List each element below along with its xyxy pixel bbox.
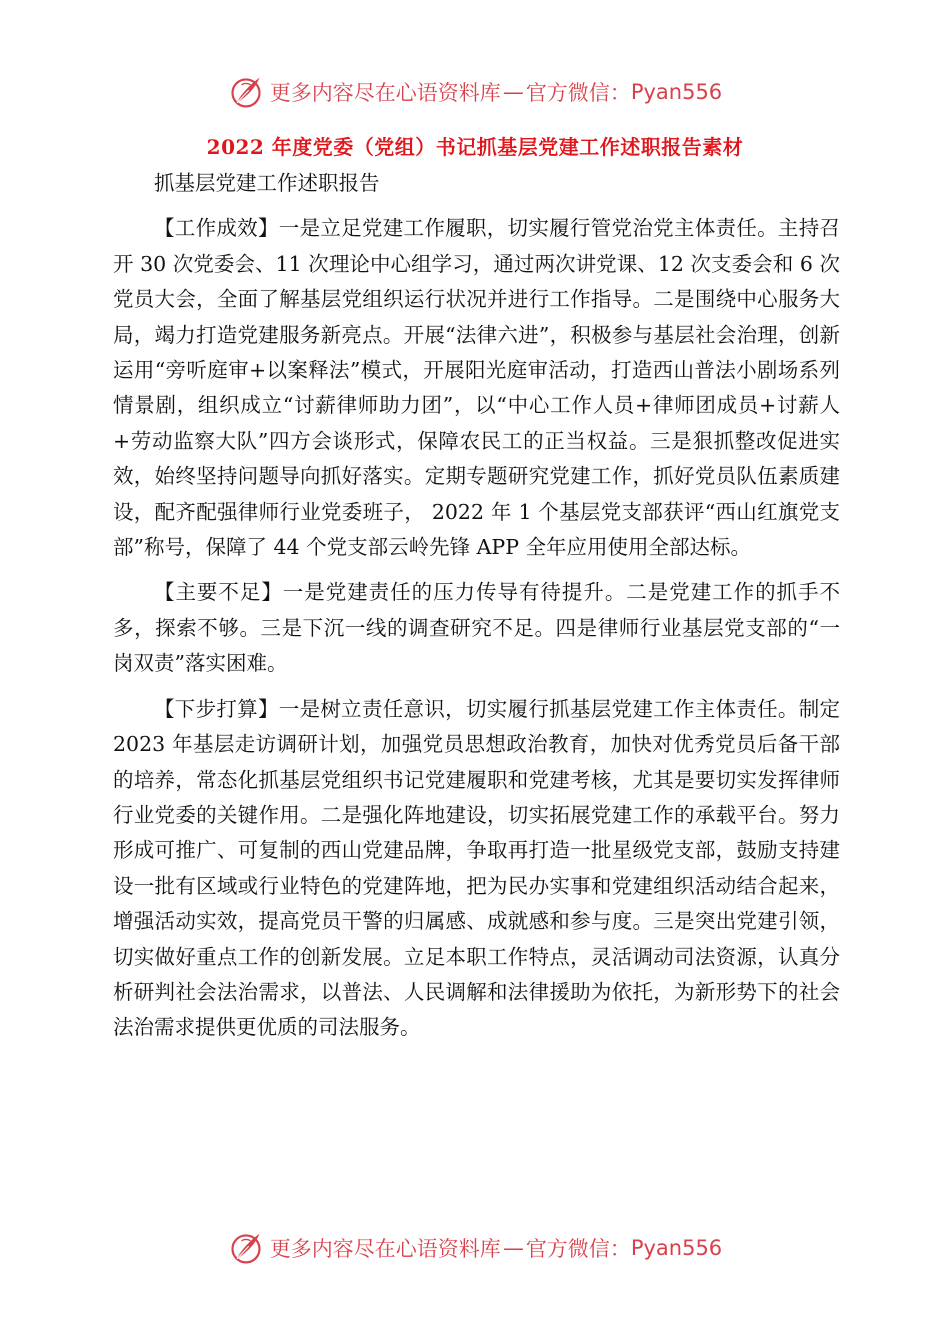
quill-logo-icon bbox=[228, 1230, 264, 1266]
paragraph-work-results: 【工作成效】一是立足党建工作履职，切实履行管党治党主体责任。主持召开 30 次党委会、11 次理论中心组学习，通过两次讲党课、12 次支委会和 6 次党员大会，全面了解基层党组织运行状况并进行工作指导。二是围绕中心服务大局，竭力打造党建服务新亮点。开展“法律六进”，积极参与基层社会治理，创新运用“旁听庭审+以案释法”模式，开展阳光庭审活动，打造西山普法小剧场系列情景剧，组织成立“讨薪律师助力团”，以“中心工作人员+律师团成员+讨薪人+劳动监察大队”四方会谈形式，保障农民工的正当权益。三是狠抓整改促进实效，始终坚持问题导向抓好落实。定期专题研究党建工作，抓好党员队伍素质建设，配齐配强律师行业党委班子， 2022 年 1 个基层党支部获评“西山红旗党支部”称号，保障了 44 个党支部云岭先锋 APP 全年应用使用全部达标。 bbox=[113, 216, 840, 560]
paragraph-shortcomings: 【主要不足】一是党建责任的压力传导有待提升。二是党建工作的抓手不多，探索不够。三是下沉一线的调查研究不足。四是律师行业基层党支部的“一岗双责”落实困难。 bbox=[113, 580, 840, 676]
watermark-wechat-id: Pyan556 bbox=[630, 1236, 723, 1260]
document-subtitle: 抓基层党建工作述职报告 bbox=[154, 171, 380, 195]
watermark-official-label: 官方微信： bbox=[525, 1237, 631, 1261]
paragraph-next-steps: 【下步打算】一是树立责任意识，切实履行抓基层党建工作主体责任。制定 2023 年基层走访调研计划，加强党员思想政治教育，加快对优秀党员后备干部的培养，常态化抓基层党组织书记党建履职和党建考核，尤其是要切实发挥律师行业党委的关键作用。二是强化阵地建设，切实拓展党建工作的承载平台。努力形成可推广、可复制的西山党建品牌，争取再打造一批星级党支部，鼓励支持建设一批有区域或行业特色的党建阵地，把为民办实事和党建组织活动结合起来，增强活动实效，提高党员干警的归属感、成就感和参与度。三是突出党建引领，切实做好重点工作的创新发展。立足本职工作特点，灵活调动司法资源，认真分析研判社会法治需求，以普法、人民调解和法律援助为依托，为新形势下的社会法治需求提供更优质的司法服务。 bbox=[113, 696, 840, 1040]
watermark-separator: — bbox=[502, 80, 524, 104]
watermark-header bbox=[0, 72, 950, 112]
watermark-text: 更多内容尽在心语资料库 bbox=[269, 1237, 501, 1261]
document-title: 2022 年度党委（党组）书记抓基层党建工作述职报告素材 bbox=[206, 135, 744, 159]
watermark-official-label: 官方微信： bbox=[525, 81, 631, 105]
quill-logo-icon bbox=[228, 74, 264, 110]
watermark-separator: — bbox=[502, 1236, 524, 1260]
watermark-text: 更多内容尽在心语资料库 bbox=[269, 81, 501, 105]
watermark-footer bbox=[0, 1228, 950, 1268]
watermark-wechat-id: Pyan556 bbox=[630, 80, 723, 104]
document-body bbox=[113, 166, 840, 1046]
